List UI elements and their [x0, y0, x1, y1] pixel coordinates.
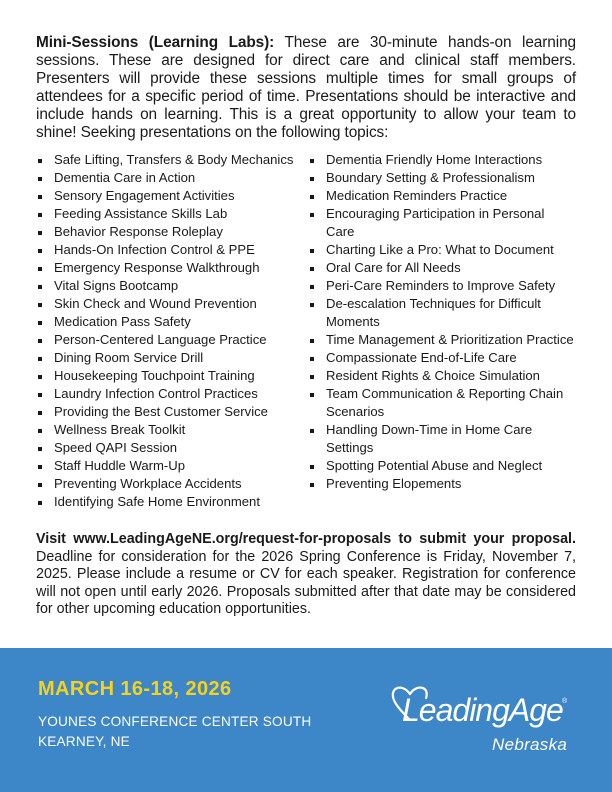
intro-paragraph — [36, 34, 576, 142]
topic-item: De-escalation Techniques for Difficult Moments — [308, 295, 576, 331]
topic-item: Housekeeping Touchpoint Training — [36, 367, 308, 385]
topic-item: Handling Down-Time in Home Care Settings — [308, 421, 576, 457]
venue-line-1: YOUNES CONFERENCE CENTER SOUTH — [38, 714, 312, 729]
topic-columns — [36, 151, 576, 511]
topic-item: Resident Rights & Choice Simulation — [308, 367, 576, 385]
topic-item: Hands-On Infection Control & PPE — [36, 241, 308, 259]
topic-item: Wellness Break Toolkit — [36, 421, 308, 439]
topic-item: Speed QAPI Session — [36, 439, 308, 457]
topic-item: Medication Reminders Practice — [308, 187, 576, 205]
topic-item: Medication Pass Safety — [36, 313, 308, 331]
logo-state-name: Nebraska — [492, 735, 568, 754]
footer-banner — [0, 648, 612, 792]
topic-list-left — [36, 151, 308, 511]
cta-paragraph — [36, 531, 576, 619]
topic-item: Oral Care for All Needs — [308, 259, 576, 277]
topic-item: Compassionate End-of-Life Care — [308, 349, 576, 367]
intro-lead: Mini-Sessions (Learning Labs): — [36, 34, 275, 51]
topic-item: Encouraging Participation in Personal Care — [308, 205, 576, 241]
topic-item: Staff Huddle Warm-Up — [36, 457, 308, 475]
topic-list-right — [308, 151, 576, 511]
topic-item: Laundry Infection Control Practices — [36, 385, 308, 403]
topic-item: Safe Lifting, Transfers & Body Mechanics — [36, 151, 308, 169]
flyer-content — [36, 34, 576, 619]
topic-item: Providing the Best Customer Service — [36, 403, 308, 421]
leadingage-logo — [388, 678, 578, 768]
topic-item: Sensory Engagement Activities — [36, 187, 308, 205]
logo-wordmark: LeadingAge — [402, 692, 563, 728]
cta-body: Deadline for consideration for the 2026 Spring Conference is Friday, November 7, 2025. Please include a resume or CV for each speaker. Registration for conference will not open until early 2026. Proposals submitted after that date may be considered for other upcoming education opportunities. — [36, 548, 576, 617]
topic-item: Person-Centered Language Practice — [36, 331, 308, 349]
topic-item: Feeding Assistance Skills Lab — [36, 205, 308, 223]
topic-item: Preventing Elopements — [308, 475, 576, 493]
topic-item: Skin Check and Wound Prevention — [36, 295, 308, 313]
topic-item: Behavior Response Roleplay — [36, 223, 308, 241]
topic-item: Dementia Friendly Home Interactions — [308, 151, 576, 169]
topic-item: Preventing Workplace Accidents — [36, 475, 308, 493]
logo-registered-mark: ® — [562, 698, 568, 705]
topic-item: Dining Room Service Drill — [36, 349, 308, 367]
topic-item: Dementia Care in Action — [36, 169, 308, 187]
conference-venue — [38, 712, 311, 752]
topic-item: Identifying Safe Home Environment — [36, 493, 308, 511]
topic-item: Vital Signs Bootcamp — [36, 277, 308, 295]
venue-line-2: KEARNEY, NE — [38, 734, 130, 749]
cta-link-text[interactable]: Visit www.LeadingAgeNE.org/request-for-proposals to submit your proposal. — [36, 531, 576, 547]
topic-item: Peri-Care Reminders to Improve Safety — [308, 277, 576, 295]
topic-item: Boundary Setting & Professionalism — [308, 169, 576, 187]
intro-body: These are 30-minute hands-on learning sessions. These are designed for direct care and clinical staff members. Presenters will provide these sessions multiple times for small groups of attendees for a specific period of time. Presentations should be interactive and include hands on learning. This is a great opportunity to allow your team to shine! Seeking presentations on the following topics: — [36, 34, 576, 141]
topic-item: Team Communication & Reporting Chain Scenarios — [308, 385, 576, 421]
topic-item: Emergency Response Walkthrough — [36, 259, 308, 277]
topic-item: Charting Like a Pro: What to Document — [308, 241, 576, 259]
conference-dates: MARCH 16-18, 2026 — [38, 678, 232, 700]
topic-item: Spotting Potential Abuse and Neglect — [308, 457, 576, 475]
topic-item: Time Management & Prioritization Practice — [308, 331, 576, 349]
